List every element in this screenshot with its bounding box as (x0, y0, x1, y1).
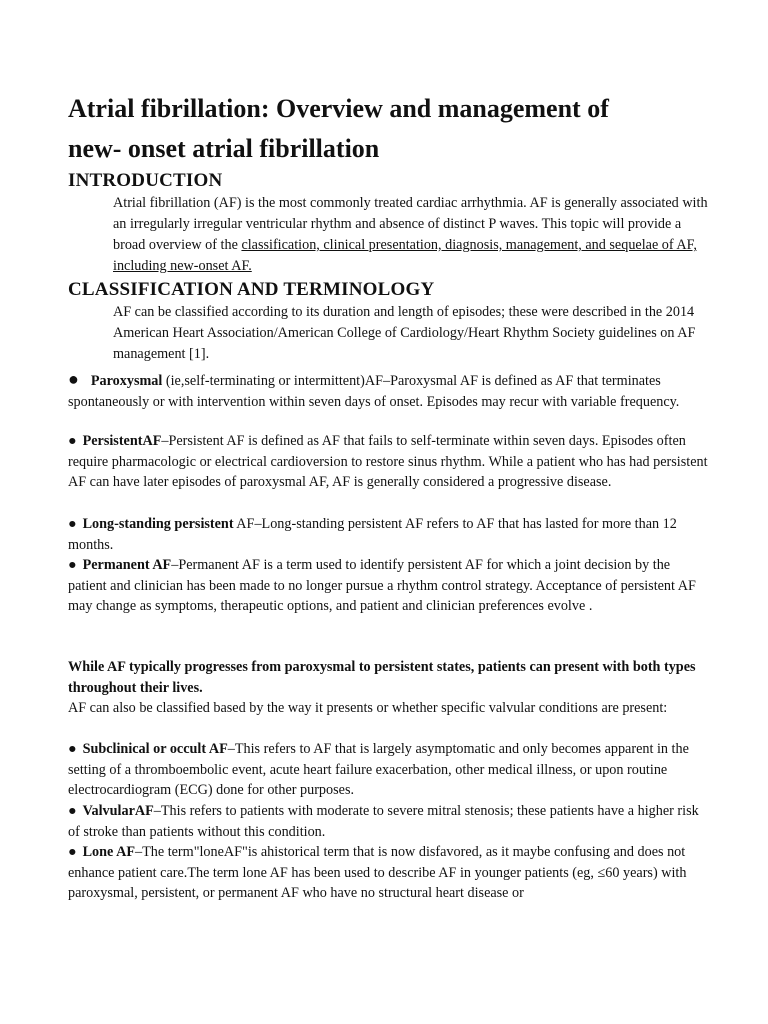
bullet-dot-icon: ● (68, 557, 77, 573)
document-title (68, 89, 708, 169)
introduction-heading: INTRODUCTION (68, 170, 223, 191)
bullet-text: –Persistent AF is defined as AF that fails to self-terminate within seven days. Episodes often require pharmacologic or electrical cardioversion to restore sinus rhythm. While a patient who has had persistent AF can have later episodes of paroxysmal AF, AF is generally considered a progressive disease. (68, 433, 708, 491)
bullet-text: –This refers to AF that is largely asymptomatic and only becomes apparent in the setting of a thromboembolic event, acute heart failure exacerbation, other medical illness, or upon routine electrocardiogram (ECG) done for other purposes. (68, 741, 689, 799)
title-line-1: Atrial fibrillation: Overview and management of (68, 94, 609, 123)
bullet-term: Subclinical or occult AF (82, 741, 228, 757)
bullet-text: –The term"loneAF"is ahistorical term that is now disfavored, as it maybe confusing and does not enhance patient care.The term lone AF has been used to describe AF in younger patients (eg, ≤60 years) with paroxysmal, persistent, or permanent AF who have no structural heart disease or (68, 844, 687, 902)
introduction-paragraph (113, 193, 713, 277)
bullet-dot-icon: ● (68, 803, 77, 819)
title-line-2: new- onset atrial fibrillation (68, 134, 380, 163)
bullet-dot-icon: ● (68, 844, 77, 860)
also-classified-paragraph: AF can also be classified based by the way it presents or whether specific valvular conditions are present: (68, 700, 668, 716)
bullet-term: Paroxysmal (90, 373, 163, 389)
bullet-dot-icon: ● (68, 369, 79, 389)
bullet-dot-icon: ● (68, 516, 77, 532)
bullet-term: ValvularAF (82, 803, 154, 819)
bullet-dot-icon: ● (68, 741, 77, 757)
classification-heading: CLASSIFICATION AND TERMINOLOGY (68, 279, 435, 300)
bullet-long-standing (68, 514, 708, 555)
introduction-underlined-text: classification, clinical presentation, diagnosis, management, and sequelae of AF, including new-onset AF. (113, 237, 697, 274)
bullet-term: Permanent AF (82, 557, 172, 573)
bullet-paroxysmal (68, 369, 708, 412)
bullet-text: –This refers to patients with moderate to severe mitral stenosis; these patients have a higher risk of stroke than patients without this condition. (68, 803, 699, 840)
bullet-valvular (68, 801, 708, 842)
emphasis-paragraph: While AF typically progresses from paroxysmal to persistent states, patients can present with both types throughout their lives. (68, 659, 696, 696)
bullet-subclinical (68, 739, 708, 801)
bullet-term: PersistentAF (82, 433, 162, 449)
introduction-text: Atrial fibrillation (AF) is the most commonly treated cardiac arrhythmia. AF is generally associated with an irregularly irregular ventricular rhythm and absence of distinct P waves. This topic will provide a broad overview of the (113, 195, 708, 253)
bullet-term: Long-standing persistent (82, 516, 234, 532)
bullet-text: –Permanent AF is a term used to identify persistent AF for which a joint decision by the patient and clinician has been made to no longer pursue a rhythm control strategy. Acceptance of persistent AF may change as symptoms, therapeutic options, and patient and clinician preferences evolve . (68, 557, 696, 615)
bullet-term: Lone AF (82, 844, 135, 860)
bullet-lone-af (68, 842, 708, 904)
classification-paragraph: AF can be classified according to its duration and length of episodes; these were described in the 2014 American Heart Association/American College of Cardiology/Heart Rhythm Society guidelines on AF management [1]. (113, 304, 696, 362)
bullet-text: AF–Long-standing persistent AF refers to AF that has lasted for more than 12 months. (68, 516, 677, 553)
bullet-dot-icon: ● (68, 433, 77, 449)
bullet-permanent (68, 555, 708, 617)
bullet-persistent (68, 431, 708, 493)
bullet-text: (ie,self-terminating or intermittent)AF–Paroxysmal AF is defined as AF that terminates spontaneously or with intervention within seven days of onset. Episodes may recur with variable frequency. (68, 373, 680, 410)
